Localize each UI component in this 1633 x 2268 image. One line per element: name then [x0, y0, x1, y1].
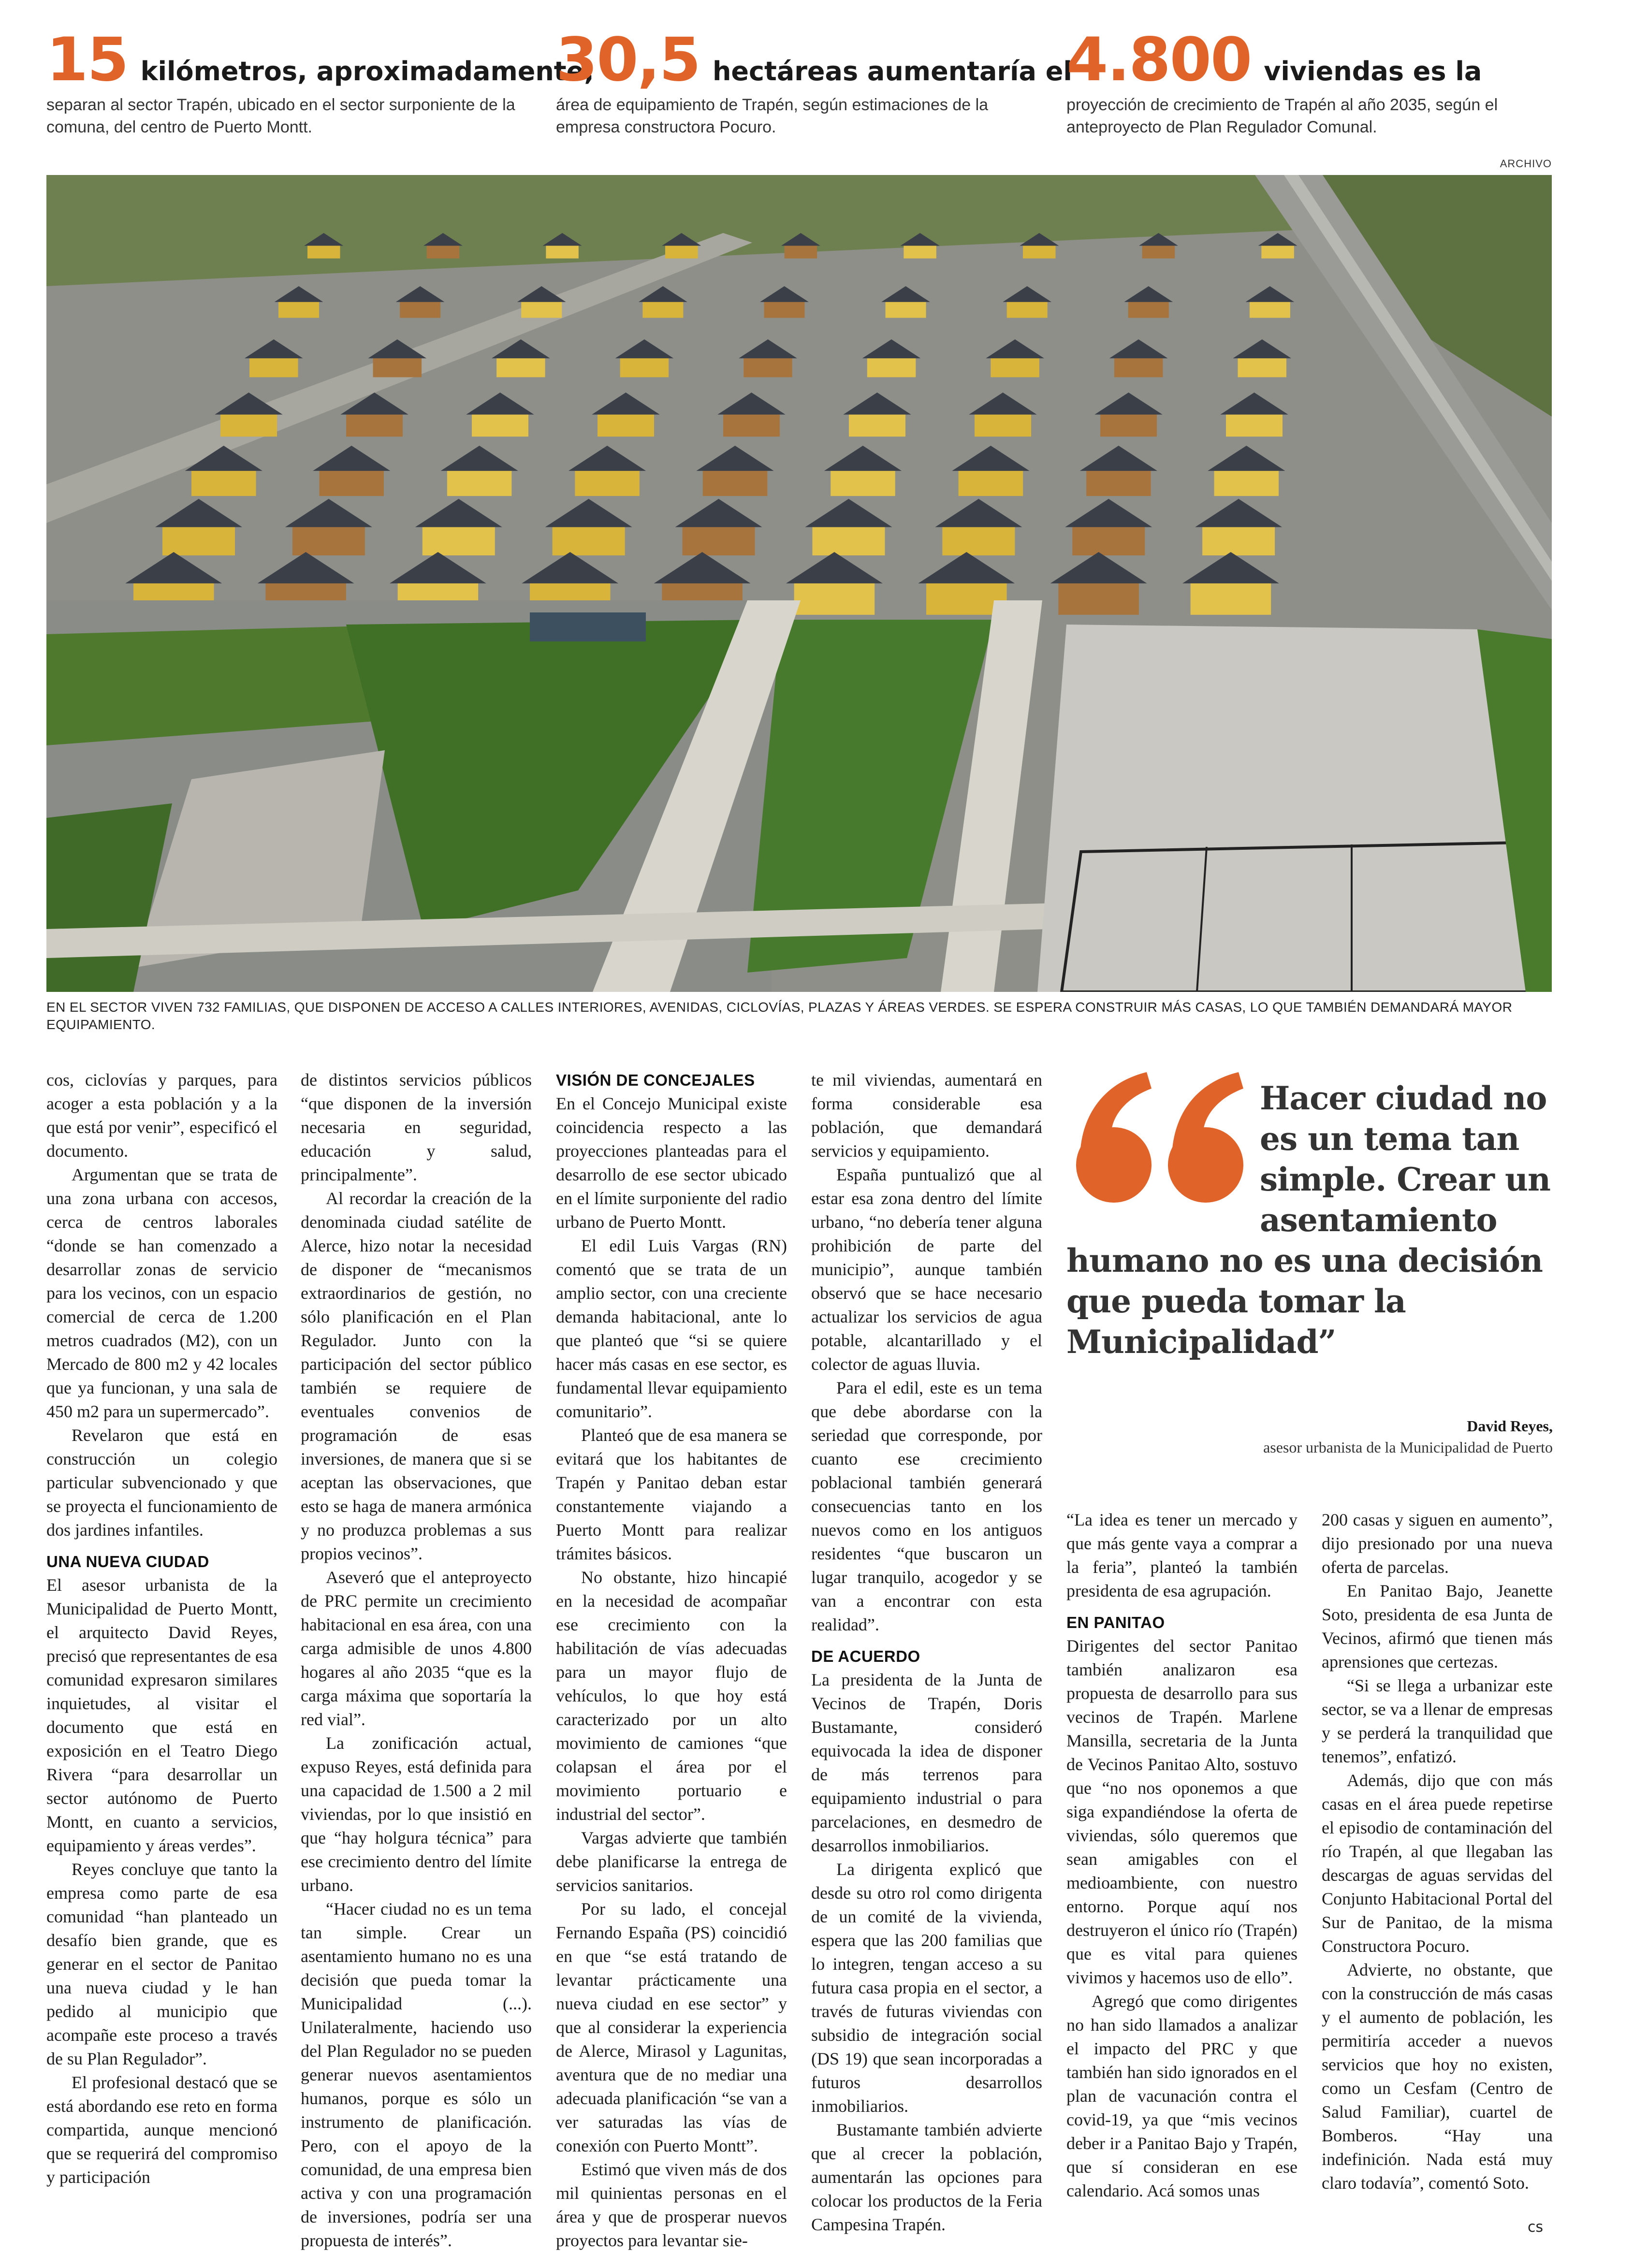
- stat-1-headline: kilómetros, aproximadamente,: [140, 56, 594, 87]
- article-column-6: [1322, 1508, 1553, 2195]
- article-paragraph: Advierte, no obstante, que con la construcción de más casas y el aumento de población, les permitiría acceder a nuevos servicios que hoy no existen, como un Cesfam (Centro de Salud Familiar), cuartel de Bomberos. “Hay una indefinición. Nada está muy claro todavía”, comentó Soto.: [1322, 1960, 1553, 2193]
- article-paragraph: Al recordar la creación de la denominada ciudad satélite de Alerce, hizo notar la necesidad de disponer de “mecanismos extraordinarios de gestión, no sólo planificación en el Plan Regulador. Junto con la participación del sector público también se requiere de eventuales convenios de programación de esas inversiones, de manera que si se aceptan las observaciones, que esto se haga de manera armónica y no produzca problemas a sus propios vecinos”.: [301, 1189, 532, 1563]
- article-paragraph: Reyes concluye que tanto la empresa como parte de esa comunidad “han planteado un desafío bien grande, que es generar en el sector de Panitao una nueva ciudad y le han pedido al municipio que acompañe este proceso a través de su Plan Regulador”.: [46, 1860, 277, 2068]
- stat-2-headline: hectáreas aumentaría el: [712, 56, 1072, 87]
- article-paragraph: Agregó que como dirigentes no han sido llamados a analizar el impacto del PRC y que también han sido ignorados en el plan de vacunación contra el covid-19, ya que “mis vecinos deber ir a Panitao Bajo y Trapén, que sí consideran en ese calendario. Acá somos unas: [1066, 1992, 1298, 2200]
- article-paragraph: “Si se llega a urbanizar este sector, se va a llenar de empresas y se perderá la tranquilidad que tenemos”, enfatizó.: [1322, 1676, 1553, 1766]
- stat-3-number: 4.800: [1066, 25, 1252, 95]
- article-paragraph: Por su lado, el concejal Fernando España (PS) coincidió en que “se está tratando de levantar prácticamente una nueva ciudad en ese sector” y que al considerar la experiencia de Alerce, Mirasol y Lagunitas, aventura que de no mediar una adecuada planificación “se van a ver saturadas las vías de conexión con Puerto Montt”.: [556, 1899, 787, 2155]
- article-paragraph: Bustamante también advierte que al crecer la población, aumentarán las opciones para colocar los productos de la Feria Campesina Trapén.: [811, 2120, 1042, 2234]
- article-column-5: [1066, 1508, 1298, 2203]
- stat-3-text: proyección de crecimiento de Trapén al año 2035, según el anteproyecto de Plan Regulador Comunal.: [1066, 96, 1498, 136]
- article-paragraph: Dirigentes del sector Panitao también analizaron esa propuesta de desarrollo para sus vecinos de Trapén. Marlene Mansilla, secretaria de la Junta de Vecinos Panitao Alto, sostuvo que “no nos oponemos a que siga expandiéndose la oferta de viviendas, sólo queremos que sean amigables con el medioambiente, con nuestro entorno. Porque aquí nos destruyeron el único río (Trapén) que es vital para quienes vivimos y hacemos uso de ello”.: [1066, 1636, 1298, 1987]
- photo-credit: ARCHIVO: [1500, 158, 1552, 170]
- stat-3: [1066, 25, 1560, 138]
- stat-3-headline: viviendas es la: [1264, 56, 1482, 87]
- end-mark-icon: cs: [1528, 2219, 1544, 2236]
- article-paragraph: Vargas advierte que también debe planificarse la entrega de servicios sanitarios.: [556, 1828, 787, 1895]
- article-paragraph: En Panitao Bajo, Jeanette Soto, presidenta de esa Junta de Vecinos, afirmó que tienen más aprensiones que certezas.: [1322, 1581, 1553, 1672]
- quote-text: Hacer ciudad no es un tema tan simple. Crear un asentamiento humano no es una decisión que pueda tomar la Municipalidad”: [1066, 1079, 1551, 1361]
- article-paragraph: No obstante, hizo hincapié en la necesidad de acompañar ese crecimiento con la habilitación de vías adecuadas para un mayor flujo de vehículos, lo que hoy está caracterizado por un alto movimiento de camiones “que colapsan el área por el movimiento portuario e industrial del sector”.: [556, 1568, 787, 1824]
- article-paragraph: El profesional destacó que se está abordando ese reto en forma compartida, aunque mencionó que se requerirá del compromiso y participación: [46, 2073, 277, 2187]
- article-column-1: [46, 1068, 277, 2189]
- article-paragraph: La presidenta de la Junta de Vecinos de Trapén, Doris Bustamante, consideró equivocada la idea de disponer de más terrenos para equipamiento industrial o para parcelaciones, en desmedro de desarrollos inmobiliarios.: [811, 1670, 1042, 1855]
- section-heading: UNA NUEVA CIUDAD: [46, 1553, 209, 1570]
- article-paragraph: Aseveró que el anteproyecto de PRC permite un crecimiento habitacional en esa área, con una carga admisible de unos 4.800 hogares al año 2035 “que es la carga máxima que soportaría la red vial”.: [301, 1568, 532, 1729]
- aerial-photo: [46, 175, 1552, 992]
- article-paragraph: Argumentan que se trata de una zona urbana con accesos, cerca de centros laborales “donde se han comenzado a desarrollar zonas de servicio para los vecinos, con un espacio comercial de cerca de 1.200 metros cuadrados (M2), con un Mercado de 800 m2 y 42 locales que ya funcionan, y una sala de 450 m2 para un supermercado”.: [46, 1165, 277, 1421]
- article-paragraph: Planteó que de esa manera se evitará que los habitantes de Trapén y Panitao deban estar constantemente viajando a Puerto Montt para realizar trámites básicos.: [556, 1425, 787, 1563]
- article-paragraph: “Hacer ciudad no es un tema tan simple. Crear un asentamiento humano no es una decisión que pueda tomar la Municipalidad (...). Unilateralmente, haciendo uso del Plan Regulador no se pueden generar nuevos asentamientos humanos, porque es sólo un instrumento de planificación. Pero, con el apoyo de la comunidad, de una empresa bien activa y con una programación de inversiones, podría ser una propuesta de interés”.: [301, 1899, 532, 2250]
- stat-1: [46, 25, 594, 138]
- article-paragraph: Para el edil, este es un tema que debe abordarse con la seriedad que corresponde, por cuanto ese crecimiento poblacional también generará consecuencias tanto en los nuevos como en los antiguos residentes “que buscaron un lugar tranquilo, acogedor y se van a encontrar con esta realidad”.: [811, 1378, 1042, 1634]
- article-paragraph: “La idea es tener un mercado y que más gente vaya a comprar a la feria”, planteó la también presidenta de esa agrupación.: [1066, 1510, 1298, 1600]
- quote-role: asesor urbanista de la Municipalidad de Puerto: [1263, 1439, 1553, 1456]
- article-paragraph: La zonificación actual, expuso Reyes, está definida para una capacidad de 1.500 a 2 mil viviendas, por lo que insistió en que “hay holgura técnica” para ese crecimiento dentro del límite urbano.: [301, 1733, 532, 1895]
- pull-quote: [1066, 1078, 1555, 1465]
- article-paragraph: Además, dijo que con más casas en el área puede repetirse el episodio de contaminación del río Trapén, al que llegaban las descargas de aguas servidas del Conjunto Habitacional Portal del Sur de Panitao, de la misma Constructora Pocuro.: [1322, 1771, 1553, 1956]
- section-heading: VISIÓN DE CONCEJALES: [556, 1071, 755, 1089]
- article-column-3: [556, 1068, 787, 2253]
- quote-author: David Reyes,: [1467, 1417, 1553, 1435]
- article-column-2: [301, 1068, 532, 2253]
- aerial-photo-illustration: [46, 175, 1552, 992]
- article-paragraph: El asesor urbanista de la Municipalidad de Puerto Montt, el arquitecto David Reyes, precisó que representantes de esa comunidad expresaron similares inquietudes, al visitar el documento que está en exposición en el Teatro Diego Rivera “para desarrollar un sector autónomo de Puerto Montt, en cuanto a servicios, equipamiento y áreas verdes”.: [46, 1575, 277, 1855]
- article-paragraph: te mil viviendas, aumentará en forma considerable esa población, que demandará servicios y equipamiento.: [811, 1070, 1042, 1161]
- stat-1-number: 15: [46, 25, 128, 95]
- article-paragraph: de distintos servicios públicos “que disponen de la inversión necesaria en seguridad, educación y salud, principalmente”.: [301, 1070, 532, 1184]
- article-paragraph: Estimó que viven más de dos mil quinientas personas en el área y que de prosperar nuevos proyectos para levantar sie-: [556, 2160, 787, 2250]
- article-paragraph: El edil Luis Vargas (RN) comentó que se trata de un amplio sector, con una creciente demanda habitacional, ante lo que planteó que “si se quiere hacer más casas en ese sector, es fundamental llevar equipamiento comunitario”.: [556, 1236, 787, 1421]
- article-paragraph: España puntualizó que al estar esa zona dentro del límite urbano, “no debería tener alguna prohibición de parte del municipio”, aunque también observó que se hace necesario actualizar los servicios de agua potable, alcantarillado y el colector de aguas lluvia.: [811, 1165, 1042, 1374]
- stat-2-text: área de equipamiento de Trapén, según estimaciones de la empresa constructora Pocuro.: [556, 96, 989, 136]
- article-paragraph: 200 casas y siguen en aumento”, dijo presionado por una nueva oferta de parcelas.: [1322, 1510, 1553, 1577]
- article-column-4: [811, 1068, 1042, 2237]
- photo-caption: EN EL SECTOR VIVEN 732 FAMILIAS, QUE DISPONEN DE ACCESO A CALLES INTERIORES, AVENIDAS, CICLOVÍAS, PLAZAS Y ÁREAS VERDES. SE ESPERA CONSTRUIR MÁS CASAS, LO QUE TAMBIÉN DEMANDARÁ MAYOR EQUIPAMIENTO.: [46, 1000, 1513, 1032]
- section-heading: DE ACUERDO: [811, 1647, 920, 1665]
- article-paragraph: cos, ciclovías y parques, para acoger a esta población y a la que está por venir”, especificó el documento.: [46, 1070, 277, 1161]
- article-paragraph: En el Concejo Municipal existe coincidencia respecto a las proyecciones planteadas para el desarrollo de ese sector ubicado en el límite surponiente del radio urbano de Puerto Montt.: [556, 1094, 787, 1232]
- section-heading: EN PANITAO: [1066, 1614, 1165, 1631]
- article-paragraph: Revelaron que está en construcción un colegio particular subvencionado y que se proyecta el funcionamiento de dos jardines infantiles.: [46, 1425, 277, 1540]
- stat-2-number: 30,5: [556, 25, 700, 95]
- stat-2: [556, 25, 1072, 138]
- article-paragraph: La dirigenta explicó que desde su otro rol como dirigenta de un comité de la vivienda, espera que las 200 familias que lo integren, tengan acceso a su futura casa propia en el sector, a través de futuras viviendas con subsidio de integración social (DS 19) que sean incorporadas a futuros desarrollos inmobiliarios.: [811, 1860, 1042, 2116]
- stat-1-text: separan al sector Trapén, ubicado en el sector surponiente de la comuna, del centro de Puerto Montt.: [46, 96, 515, 136]
